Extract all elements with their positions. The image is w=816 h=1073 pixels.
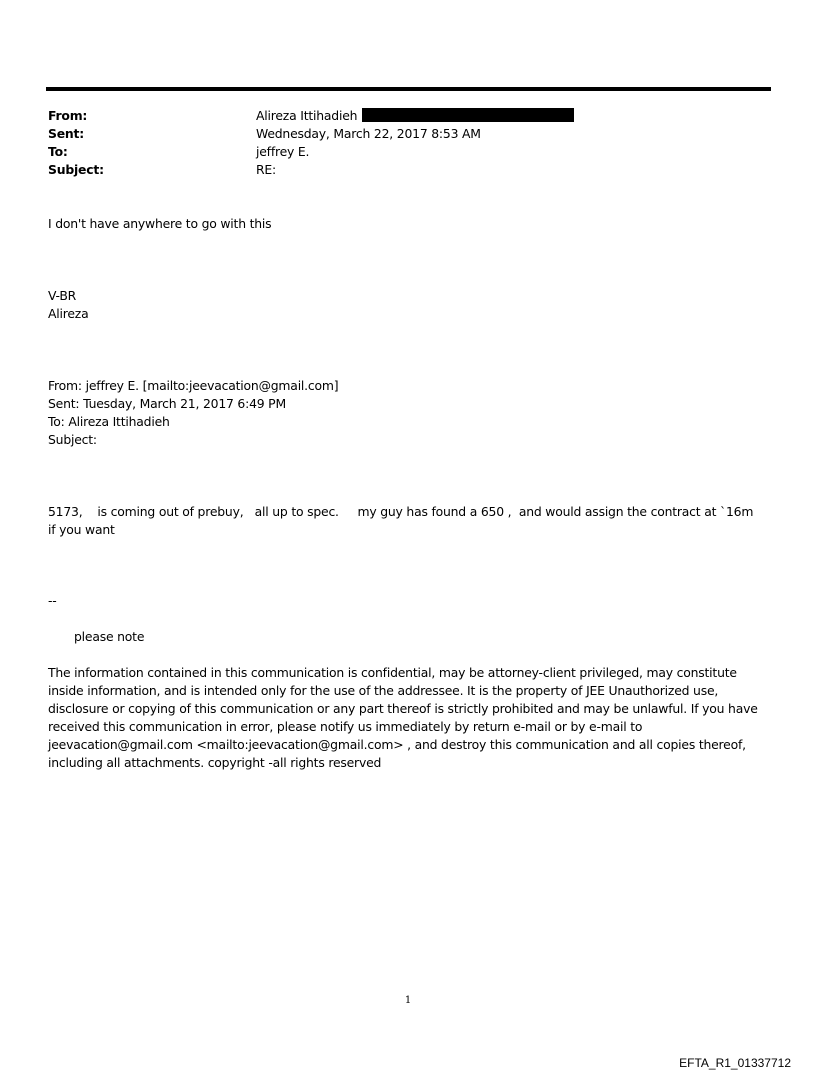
signature-line-1: V-BR xyxy=(48,288,77,303)
quoted-from-line: From: jeffrey E. [mailto:jeevacation@gmail.com] xyxy=(48,378,339,393)
sent-label: Sent: xyxy=(48,126,85,141)
sent-value: Wednesday, March 22, 2017 8:53 AM xyxy=(256,126,481,141)
quoted-sent-line: Sent: Tuesday, March 21, 2017 6:49 PM xyxy=(48,396,286,411)
note-heading: please note xyxy=(74,629,145,644)
quoted-message: 5173, is coming out of prebuy, all up to spec. my guy has found a 650 , and would assign the contract at `16m if you want xyxy=(48,504,765,537)
confidentiality-disclaimer: The information contained in this communication is confidential, may be attorney-client privileged, may constitute inside information, and is intended only for the use of the addressee. It is the property of JEE Unauthorized use, disclosure or copying of this communication or any part thereof is strictly prohibited and may be unlawful. If you have received this communication in error, please notify us immediately by return e-mail or by e-mail to jeevacation@gmail.com <mailto:jeevacation@gmail.com> , and destroy this communication and all copies thereof, including all attachments. copyright -all rights reserved xyxy=(48,665,758,770)
quoted-to-line: To: Alireza Ittihadieh xyxy=(48,414,170,429)
reply-text: I don't have anywhere to go with this xyxy=(48,216,272,231)
from-value-wrap xyxy=(256,107,574,125)
signature-separator: -- xyxy=(48,593,57,608)
header-rule xyxy=(46,87,771,91)
signature-line-2: Alireza xyxy=(48,306,89,321)
to-label: To: xyxy=(48,144,68,159)
page-number: 1 xyxy=(404,995,412,1006)
from-label: From: xyxy=(48,108,88,123)
redaction-block xyxy=(362,108,574,122)
from-value: Alireza Ittihadieh xyxy=(256,108,358,123)
to-value: jeffrey E. xyxy=(256,144,310,159)
subject-value: RE: xyxy=(256,162,277,177)
subject-label: Subject: xyxy=(48,162,104,177)
document-id: EFTA_R1_01337712 xyxy=(679,1056,791,1070)
quoted-subject-line: Subject: xyxy=(48,432,97,447)
